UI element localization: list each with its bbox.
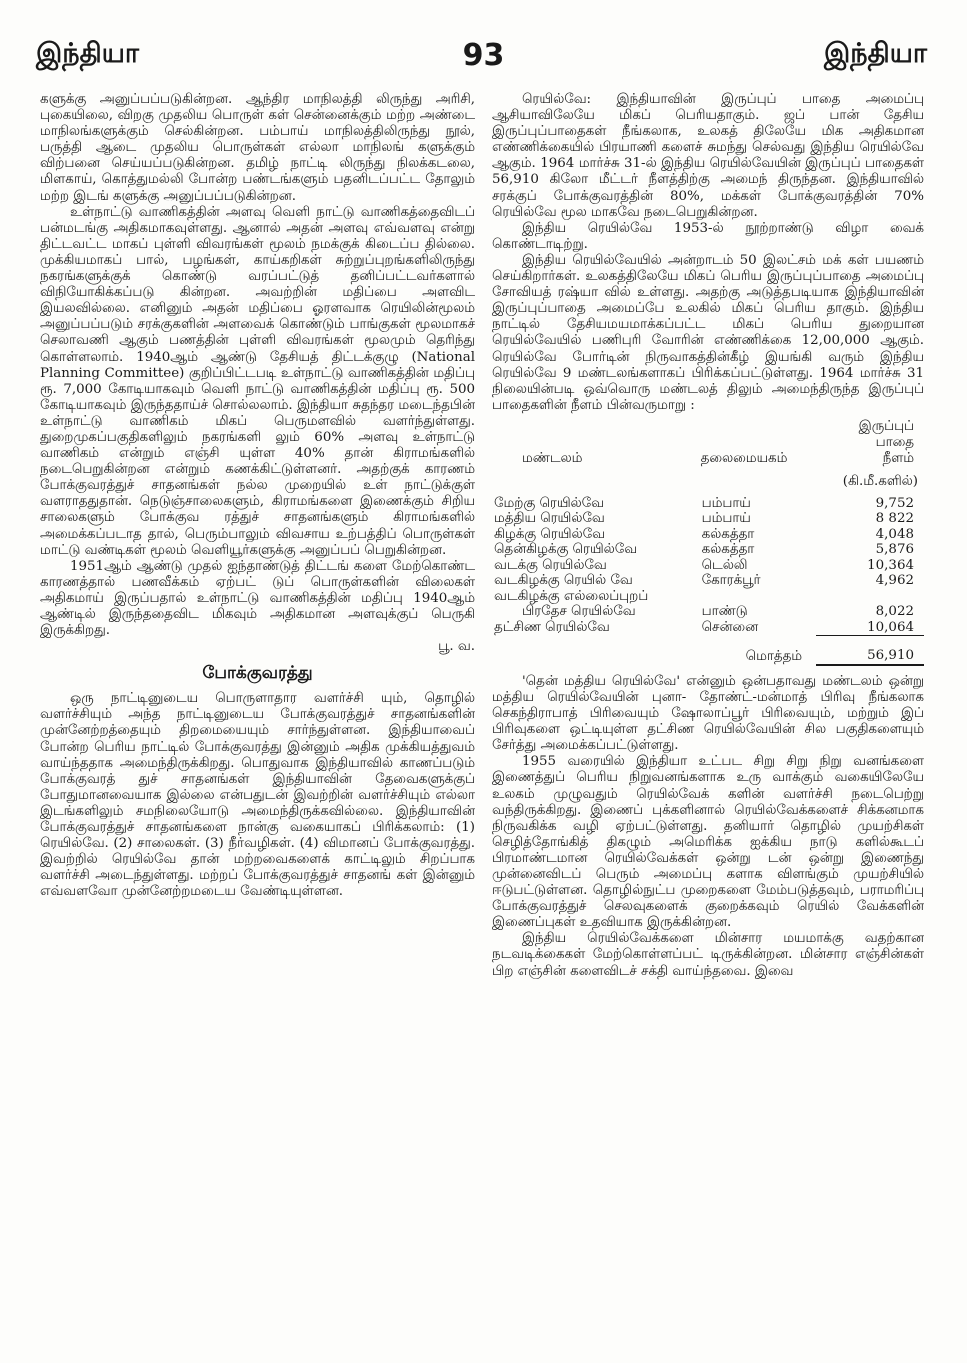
hq-cell: கல்கத்தா	[701, 526, 755, 542]
hq-cell: பம்பாய்	[701, 495, 751, 511]
zone-cell: வடக்கு ரெயில்வே	[494, 557, 607, 573]
zone-cell: தென்கிழக்கு ரெயில்வே	[494, 542, 638, 558]
paragraph: ஒரு நாட்டினுடைய பொருளாதார வளர்ச்சி யும், தொழில் வளர்ச்சியும் அந்த நாட்டினுடைய போக்குவரத்துச் சாதனங்களின் முன்னேற்றத்தையும் திறமையையும் சார்ந்துள்ளன. இந்தியாவைப் போன்ற பெரிய நாட்டில் போக்குவரத்து இன்னும் அதிக முக்கியத்துவம் வாய்ந்ததாக அமைந்திருக்கிறது. பொதுவாக இந்தியாவில் காணப்படும் போக்குவரத் துச் சாதனங்கள் இந்தியாவின் தேவைகளுக்குப் போதுமானவையாக இல்லை என்பதுடன் இவற்றின் வளர்ச்சியும் எல்லா இடங்களிலும் சமநிலையோடு அமைந்திருக்கவில்லை. இந்தியாவின் போக்குவரத்துச் சாதனங்களை நான்கு வகையாகப் பிரிக்கலாம்: (1) ரெயில்வே. (2) சாலைகள். (3) நீர்வழிகள். (4) விமானப் போக்குவரத்து. இவற்றில் ரெயில்வே தான் மற்றவைகளைக் காட்டிலும் சிறப்பாக வளர்ச்சி அடைந்துள்ளது. மற்றப் போக்குவரத்துச் சாதனங் கள் இன்னும் எவ்வளவோ முன்னேற்றமடைய வேண்டியுள்ளன.	[40, 691, 475, 900]
column-header-headquarters: தலைமையகம்	[700, 450, 788, 466]
zone-cell: வடகிழக்கு ரெயில் வே	[494, 573, 633, 589]
total-label: மொத்தம்	[745, 649, 803, 665]
paragraph: உள்நாட்டு வாணிகத்தின் அளவு வெளி நாட்டு வாணிகத்தைவிடப் பன்மடங்கு அதிகமாகவுள்ளது. ஆனால் அதன் அளவு எவ்வளவு என்று திட்டவட்ட மாகப் புள்ளி விவரங்கள் மூலம் நமக்குக் கிடைப்ப தில்லை. முக்கியமாகப் பால், பழங்கள், காய்கறிகள் சுற்றுப்புறங்களிலிருந்து நகரங்களுக்குக் கொண்டு வரப்பட்டுத் தனிப்பட்டவர்களால் விநியோகிக்கப்படு கின்றன. அவற்றின் மதிப்பை அளவிட இயலவில்லை. எனினும் அதன் மதிப்பை ஓரளவாக ரெயிலின்மூலம் அனுப்பப்படும் சரக்குகளின் அளவைக் கொண்டும் பாங்குகள் மூலமாகச் செலாவணி ஆகும் பணத்தின் புள்ளி விவரங்கள் மூலமும் தெரிந்து கொள்ளலாம். 1940ஆம் ஆண்டு தேசியத் திட்டக்குழு (National Planning Committee) குறிப்பிட்டபடி உள்நாட்டு வாணிகத்தின் மதிப்பு ரூ. 7,000 கோடியாகவும் வெளி நாட்டு வாணிகத்தின் மதிப்பு ரூ. 500 கோடியாகவும் இருந்ததாய்ச் சொல்லலாம். இந்தியா சுதந்தர மடைந்தபின் உள்நாட்டு வாணிகம் மிகப் பெருமளவில் வளர்ந்துள்ளது. துறைமுகப்பகுதிகளிலும் நகரங்களி லும் 60% அளவு உள்நாட்டு வாணிகம் என்றும் எஞ்சி யுள்ள 40% தான் கிராமங்களில் நடைபெறுகின்றன என்றும் கணக்கிட்டுள்ளனர். அதற்குக் காரணம் போக்குவரத்துச் சாதனங்கள் நல்ல முறையில் உள் நாட்டுக்குள் வளராததுதான். நெடுஞ்சாலைகளும், கிராமங்களை இணைக்கும் சிறிய சாலைகளும் போக்குவ ரத்துச் சாதனங்களும் கிராமங்களில் அமைக்கப்படாத தால், பெரும்பாலும் விவசாய உற்பத்திப் பொருள்கள் மாட்டு வண்டிகள் மூலம் வெளியூர்களுக்கு அனுப்பப் பெறுகின்றன.	[40, 204, 475, 558]
table-row	[492, 573, 924, 589]
table-row	[492, 589, 924, 605]
hq-cell: பம்பாய்	[701, 511, 751, 527]
zone-cell: மேற்கு ரெயில்வே	[494, 495, 604, 511]
length-cell: 8 822	[875, 511, 914, 527]
total-value: 56,910	[816, 636, 924, 665]
table-row	[492, 542, 924, 558]
hq-cell: டெல்லி	[701, 557, 748, 573]
column-header-zone: மண்டலம்	[522, 450, 583, 466]
railway-zones-table	[492, 418, 924, 666]
paragraph: இந்திய ரெயில்வேயில் அன்றாடம் 50 இலட்சம் மக் கள் பயணம் செய்கிறார்கள். உலகத்திலேயே மிகப் பெரிய இருப்புப்பாதை அமைப்பு சோவியத் ரஷ்யா வில் உள்ளது. அதற்கு அடுத்தபடியாக இந்தியாவின் இருப்புப்பாதை அமைப்பே உலகில் மிகப் பெரிய தாகும். இந்திய நாட்டில் தேசியமயமாக்கப்பட்ட மிகப் பெரிய துறையான ரெயில்வேயில் பணிபுரி வோரின் எண்ணிக்கை 12,00,000 ஆகும். ரெயில்வே போர்டின் நிருவாகத்தின்கீழ் இயங்கி வரும் இந்திய ரெயில்வே 9 மண்டலங்களாகப் பிரிக்கப்பட்டுள்ளது. 1964 மார்ச்சு 31 நிலையின்படி ஒவ்வொரு மண்டலத் திலும் அமைந்திருந்த இருப்புப் பாதைகளின் நீளம் பின்வருமாறு :	[492, 252, 924, 413]
column-header-length-line1: இருப்புப்	[858, 418, 914, 434]
page-number: 93	[462, 38, 505, 73]
zone-cell: மத்திய ரெயில்வே	[494, 511, 605, 527]
left-column	[40, 92, 475, 901]
paragraph: இந்திய ரெயில்வேக்களை மின்சார மயமாக்கு வதற்கான நடவடிக்கைகள் மேற்கொள்ளப்பட் டிருக்கின்றன. மின்சார எஞ்சின்கள் பிற எஞ்சின் களைவிடச் சக்தி வாய்ந்தவை. இவை	[492, 931, 924, 979]
paragraph: 'தென் மத்திய ரெயில்வே' என்னும் ஒன்பதாவது மண்டலம் ஒன்று மத்திய ரெயில்வேயின் புனா- தோண்ட்-மன்மாத் பிரிவு நீங்கலாக செகந்திராபாத் பிரிவையும் ஷோலாப்பூர் பிரிவையும், மற்றும் இப் பிரிவுகளை ஒட்டியுள்ள தட்சிண ரெயில்வேயின் சில பகுதிகளையும் சேர்த்து அமைக்கப்பட்டுள்ளது.	[492, 673, 924, 754]
length-cell: 4,962	[875, 573, 914, 589]
zone-cell: பிரதேச ரெயில்வே	[522, 604, 636, 620]
table-row	[492, 496, 924, 512]
hq-cell: கோரக்பூர்	[701, 573, 761, 589]
length-cell: 4,048	[875, 526, 914, 542]
length-cell	[816, 589, 924, 605]
zone-cell: கிழக்கு ரெயில்வே	[494, 526, 605, 542]
hq-cell: கல்கத்தா	[701, 542, 755, 558]
section-heading: போக்குவரத்து	[202, 663, 313, 684]
running-head-right: இந்தியா	[824, 38, 927, 69]
paragraph: இந்திய ரெயில்வே 1953-ல் நூற்றாண்டு விழா வைக் கொண்டாடிற்று.	[492, 220, 924, 252]
hq-cell	[700, 589, 816, 605]
paragraph: 1951ஆம் ஆண்டு முதல் ஐந்தாண்டுத் திட்டங் களை மேற்கொண்ட காரணத்தால் பணவீக்கம் ஏற்பட் டுப் பொருள்களின் விலைகள் அதிகமாய் இருப்பதால் உள்நாட்டு வாணிகத்தின் மதிப்பு 1940ஆம் ஆண்டில் இருந்ததைவிட மிகவும் அதிகமான அளவுக்குப் பெருகி இருக்கிறது.	[40, 558, 475, 639]
zone-cell: வடகிழக்கு எல்லைப்புறப்	[494, 588, 649, 604]
running-head-left: இந்தியா	[36, 38, 139, 69]
zone-cell: தட்சிண ரெயில்வே	[494, 620, 610, 636]
page-header	[0, 0, 967, 80]
table-row	[492, 527, 924, 543]
table-row	[492, 620, 924, 636]
table-total-row	[492, 636, 924, 665]
length-cell: 5,876	[875, 542, 914, 558]
column-header-length	[816, 418, 924, 473]
length-cell: 8,022	[875, 604, 914, 620]
length-cell: 10,364	[867, 557, 914, 573]
paragraph: 1955 வரையில் இந்தியா உட்பட சிறு சிறு நிறு வனங்களை இணைத்துப் பெரிய நிறுவனங்களாக உரு வாக்கும் வகையிலேயே உலகம் முழுவதும் ரெயில்வேக் களின் வளர்ச்சி நடைபெற்று வந்திருக்கிறது. இணைப் புக்களினால் ரெயில்வேக்களைச் சிக்கனமாக நிருவகிக்க வழி ஏற்பட்டுள்ளது. தனியார் தொழில் முயற்சிகள் செழித்தோங்கித் திகழும் அமெரிக்க ஐக்கிய நாடு களில்கூடப் பிரமாண்டமான ரெயில்வேக்கள் ஒன்று டன் ஒன்று இணைந்து முன்னைவிடப் பெரும் அமைப்பு களாக விளங்கும் முயற்சியில் ஈடுபட்டுள்ளன. தொழில்நுட்ப முறைகளை மேம்படுத்தவும், பராமரிப்பு போக்குவரத்துச் செலவுகளைக் குறைக்கவும் ரெயில் வேக்களின் இணைப்புகள் உதவியாக இருக்கின்றன.	[492, 754, 924, 931]
right-column	[492, 92, 924, 980]
hq-cell: பாண்டு	[701, 604, 748, 620]
column-unit: (கி.மீ.களில்)	[842, 473, 918, 489]
table-row	[492, 604, 924, 620]
table-row	[492, 511, 924, 527]
length-cell: 9,752	[875, 495, 914, 511]
length-cell: 10,064	[867, 619, 914, 635]
author-signature: பூ. வ.	[438, 639, 475, 655]
paragraph: ரெயில்வே: இந்தியாவின் இருப்புப் பாதை அமைப்பு ஆசியாவிலேயே மிகப் பெரியதாகும். ஜப் பான் தேசிய இருப்புப்பாதைகள் நீங்கலாக, உலகத் திலேயே மிக அதிகமான எண்ணிக்கையில் பிரயாணி களைச் சுமந்து செல்வது இந்திய ரெயில்வே ஆகும். 1964 மார்ச்சு 31-ல் இந்திய ரெயில்வேயின் இருப்புப் பாதைகள் 56,910 கிலோ மீட்டர் நீளத்திற்கு அமைந் திருந்தன. இந்தியாவில் சரக்குப் போக்குவரத்தின் 80%, மக்கள் போக்குவரத்தின் 70% ரெயில்வே மூல மாகவே நடைபெறுகின்றன.	[492, 92, 924, 220]
table-row	[492, 558, 924, 574]
hq-cell: சென்னை	[701, 620, 759, 636]
paragraph: களுக்கு அனுப்பப்படுகின்றன. ஆந்திர மாநிலத்தி லிருந்து அரிசி, புகையிலை, விறகு முதலிய பொருள் கள் சென்னைக்கும் மற்ற அண்டை மாநிலங்களுக்கும் செல்கின்றன. பம்பாய் மாநிலத்திலிருந்து நூல், பருத்தி ஆடை முதலிய பொருள்கள் எல்லா மாநிலங் களுக்கும் விற்பனை செய்யப்படுகின்றன. தமிழ் நாட்டி லிருந்து நிலக்கடலை, மிளகாய், கொத்துமல்லி போன்ற பண்டங்களும் பதனிடப்பட்ட தோலும் மற்ற இடங் களுக்கு அனுப்பப்படுகின்றன.	[40, 92, 475, 204]
column-header-length-line3: நீளம்	[882, 450, 914, 466]
column-header-length-line2: பாதை	[875, 434, 914, 450]
